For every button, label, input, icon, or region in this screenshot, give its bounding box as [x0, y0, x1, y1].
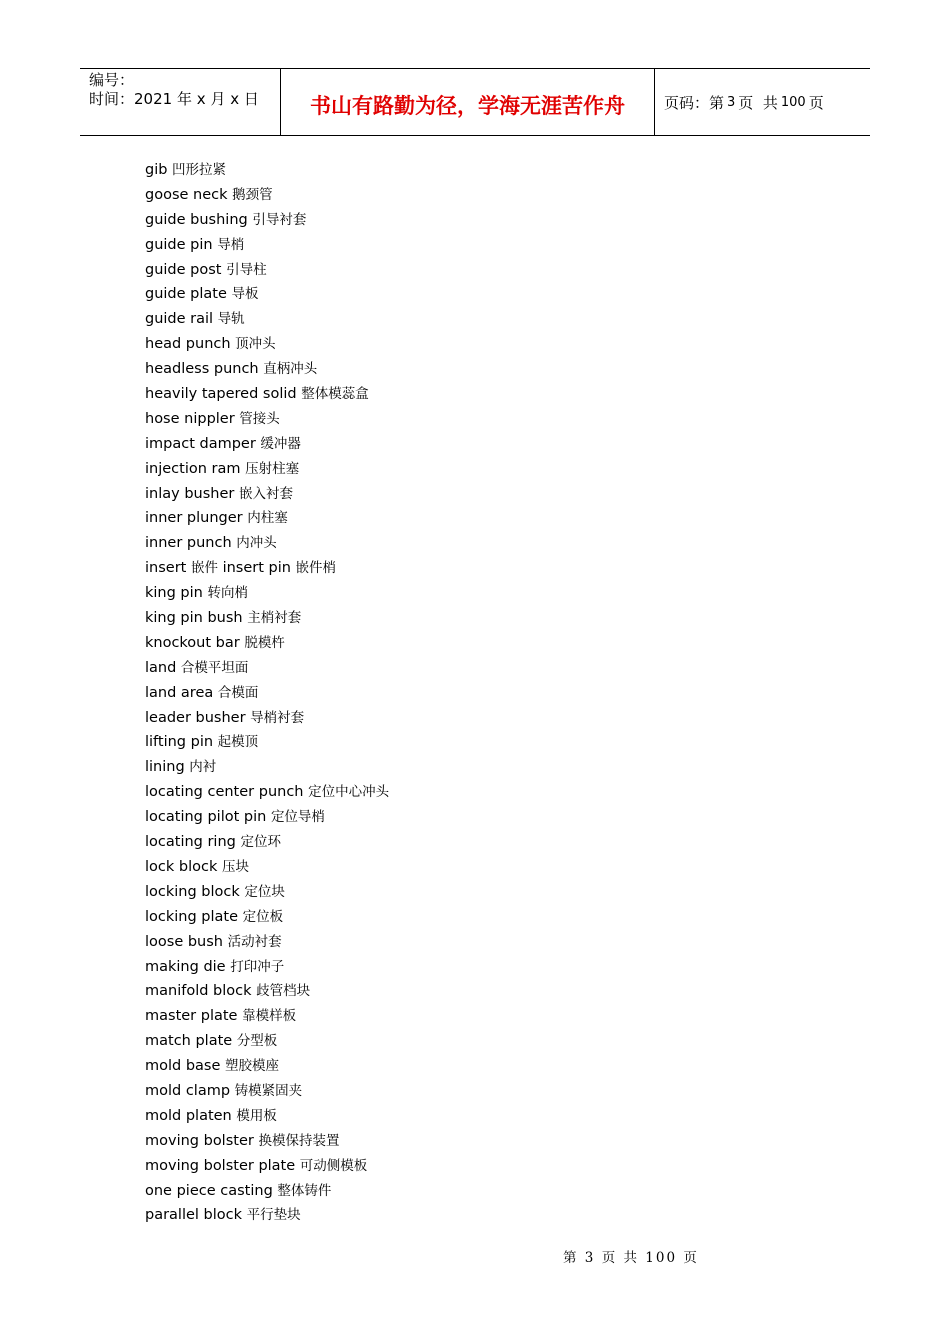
term-chinese: 导板	[231, 286, 259, 303]
term-chinese: 引导衬套	[252, 211, 307, 228]
glossary-entry	[145, 208, 389, 233]
term-chinese: 活动衬套	[227, 933, 282, 950]
page-header	[80, 68, 870, 136]
glossary-entry	[145, 482, 389, 507]
term-chinese: 内柱塞	[247, 510, 288, 527]
term-chinese: 压射柱塞	[245, 460, 300, 477]
glossary-entry	[145, 930, 389, 955]
page-current: 3	[727, 94, 736, 110]
date-year: 2021	[134, 90, 173, 108]
glossary-entry	[145, 1104, 389, 1129]
glossary-entry	[145, 1129, 389, 1154]
glossary-entry	[145, 158, 389, 183]
term-english: king pin	[145, 585, 203, 602]
glossary-entry	[145, 407, 389, 432]
term-english: land area	[145, 684, 214, 701]
term-english: locating pilot pin	[145, 809, 267, 826]
term-chinese: 可动侧模板	[299, 1157, 368, 1174]
term-english: head punch	[145, 336, 231, 353]
term-english: lock block	[145, 858, 218, 875]
term-chinese: 压块	[221, 858, 249, 875]
glossary-entry	[145, 755, 389, 780]
glossary-entry	[145, 631, 389, 656]
term-chinese: 嵌入衬套	[238, 485, 293, 502]
term-english: inner plunger	[145, 510, 243, 527]
term-chinese: 合模面	[217, 684, 259, 701]
footer-prefix: 第	[563, 1250, 579, 1266]
term-chinese: 打印冲子	[230, 958, 285, 975]
term-chinese: 换模保持装置	[258, 1132, 340, 1149]
term-chinese: 主梢衬套	[247, 610, 302, 627]
term-english: knockout bar	[145, 634, 240, 651]
date-day: x	[230, 90, 240, 108]
glossary-entry	[145, 780, 389, 805]
glossary-entry	[145, 382, 389, 407]
glossary-entry	[145, 830, 389, 855]
header-motto: 书山有路勤为径，学海无涯苦作舟	[281, 69, 655, 135]
term-chinese: 导轨	[217, 311, 245, 328]
term-chinese: 引导柱	[226, 261, 267, 278]
term-english: mold base	[145, 1058, 221, 1075]
document-number-label: 编号：	[89, 71, 135, 89]
term-chinese: 直柄冲头	[263, 361, 318, 378]
term-english: manifold block	[145, 983, 252, 1000]
term-english: inlay busher	[145, 485, 235, 502]
term-chinese: 歧管档块	[256, 983, 311, 1000]
term-english: locking block	[145, 883, 240, 900]
term-chinese: 分型板	[236, 1033, 278, 1050]
date-year-unit: 年	[176, 90, 192, 108]
term-english: locking plate	[145, 908, 239, 925]
term-chinese: 顶冲头	[235, 336, 276, 353]
term-chinese: 塑胶模座	[225, 1058, 280, 1075]
term-chinese: 定位环	[240, 834, 281, 851]
term-english: insert pin	[222, 560, 291, 577]
glossary-entry	[145, 1179, 389, 1204]
term-chinese: 缓冲器	[260, 435, 301, 452]
term-chinese: 鹅颈管	[232, 186, 273, 203]
term-english: making die	[145, 958, 226, 975]
term-english: lining	[145, 759, 185, 776]
date-month: x	[196, 90, 206, 108]
term-chinese: 整体模蕊盒	[301, 386, 369, 403]
footer-unit: 页	[601, 1250, 618, 1266]
glossary-entry	[145, 955, 389, 980]
term-english: locating center punch	[145, 784, 304, 801]
term-chinese: 转向梢	[207, 585, 248, 602]
term-english: gib	[145, 162, 168, 178]
term-chinese: 嵌件梢	[295, 560, 337, 577]
term-english: mold platen	[145, 1107, 232, 1124]
page-unit: 页	[738, 93, 754, 112]
glossary-entry	[145, 233, 389, 258]
term-english: headless punch	[145, 361, 259, 378]
term-chinese: 定位块	[244, 883, 285, 900]
term-chinese: 导梢衬套	[250, 709, 305, 726]
glossary-entry	[145, 1054, 389, 1079]
document-date	[89, 90, 280, 109]
term-chinese: 定位导梢	[270, 809, 325, 826]
glossary-entry	[145, 805, 389, 830]
term-chinese: 脱模杵	[244, 634, 285, 651]
term-chinese: 定位板	[242, 908, 284, 925]
term-english: lifting pin	[145, 734, 214, 751]
term-english: injection ram	[145, 460, 241, 477]
term-english: loose bush	[145, 933, 223, 950]
term-chinese: 嵌件	[190, 560, 218, 577]
page-total-label: 共	[762, 93, 778, 112]
term-chinese: 导梢	[217, 236, 245, 253]
glossary-entry	[145, 432, 389, 457]
term-english: match plate	[145, 1033, 233, 1050]
glossary-entry	[145, 332, 389, 357]
term-english: guide rail	[145, 311, 214, 328]
glossary-entry	[145, 656, 389, 681]
glossary-entry	[145, 979, 389, 1004]
page-total-unit: 页	[808, 93, 824, 112]
glossary-entry	[145, 1079, 389, 1104]
term-english: hose nippler	[145, 410, 235, 427]
glossary-entry	[145, 1203, 389, 1228]
term-chinese: 定位中心冲头	[308, 784, 390, 801]
term-chinese: 管接头	[239, 410, 280, 427]
glossary-entry	[145, 531, 389, 556]
term-english: impact damper	[145, 435, 256, 452]
page-footer	[563, 1246, 699, 1266]
term-english: master plate	[145, 1008, 238, 1025]
term-english: guide post	[145, 261, 222, 278]
date-month-unit: 月	[210, 90, 226, 108]
glossary-entry	[145, 1029, 389, 1054]
glossary-entry	[145, 506, 389, 531]
glossary-entry	[145, 556, 389, 581]
term-english: king pin bush	[145, 610, 243, 627]
term-english: guide bushing	[145, 211, 248, 228]
term-chinese: 起模顶	[217, 734, 259, 751]
glossary-entry	[145, 730, 389, 755]
term-english: one piece casting	[145, 1182, 273, 1199]
term-chinese: 平行垫块	[246, 1207, 301, 1224]
footer-total-label: 共	[623, 1250, 639, 1266]
page-label: 页码：第	[664, 93, 725, 112]
glossary-entry	[145, 1004, 389, 1029]
glossary-entry	[145, 880, 389, 905]
term-chinese: 合模平坦面	[180, 659, 249, 676]
glossary-entry	[145, 1154, 389, 1179]
term-chinese: 模用板	[236, 1107, 277, 1124]
glossary-entry	[145, 457, 389, 482]
term-english: guide pin	[145, 236, 213, 253]
term-chinese: 内衬	[189, 759, 217, 776]
glossary-entry	[145, 357, 389, 382]
glossary-entry	[145, 606, 389, 631]
header-page-number	[655, 69, 870, 135]
term-english: guide plate	[145, 286, 227, 303]
term-english: land	[145, 659, 177, 676]
footer-total: 100	[645, 1250, 678, 1266]
footer-current: 3	[584, 1250, 596, 1266]
glossary-entry	[145, 258, 389, 283]
term-english: parallel block	[145, 1207, 243, 1224]
term-chinese: 铸模紧固夹	[234, 1082, 303, 1099]
glossary-entry	[145, 706, 389, 731]
glossary-entry	[145, 681, 389, 706]
glossary-entry	[145, 905, 389, 930]
term-chinese: 靠模样板	[242, 1008, 297, 1025]
glossary-entry	[145, 307, 389, 332]
date-day-unit: 日	[243, 90, 259, 108]
header-meta-cell	[80, 69, 281, 135]
term-chinese: 凹形拉紧	[172, 162, 227, 178]
term-chinese: 内冲头	[236, 535, 277, 552]
term-english: heavily tapered solid	[145, 386, 297, 403]
glossary-entry	[145, 581, 389, 606]
term-english: goose neck	[145, 186, 228, 203]
glossary-entry	[145, 183, 389, 208]
term-english: inner punch	[145, 535, 232, 552]
page-total: 100	[780, 94, 806, 110]
glossary-entry	[145, 282, 389, 307]
term-english: leader busher	[145, 709, 246, 726]
term-english: locating ring	[145, 834, 236, 851]
term-english: moving bolster plate	[145, 1157, 296, 1174]
term-english: moving bolster	[145, 1132, 254, 1149]
term-english: insert	[145, 560, 187, 577]
glossary-entry	[145, 855, 389, 880]
date-prefix: 时间：	[89, 90, 135, 108]
footer-total-unit: 页	[683, 1250, 699, 1266]
term-english: mold clamp	[145, 1082, 231, 1099]
term-chinese: 整体铸件	[277, 1182, 332, 1199]
glossary-list	[145, 158, 389, 1228]
